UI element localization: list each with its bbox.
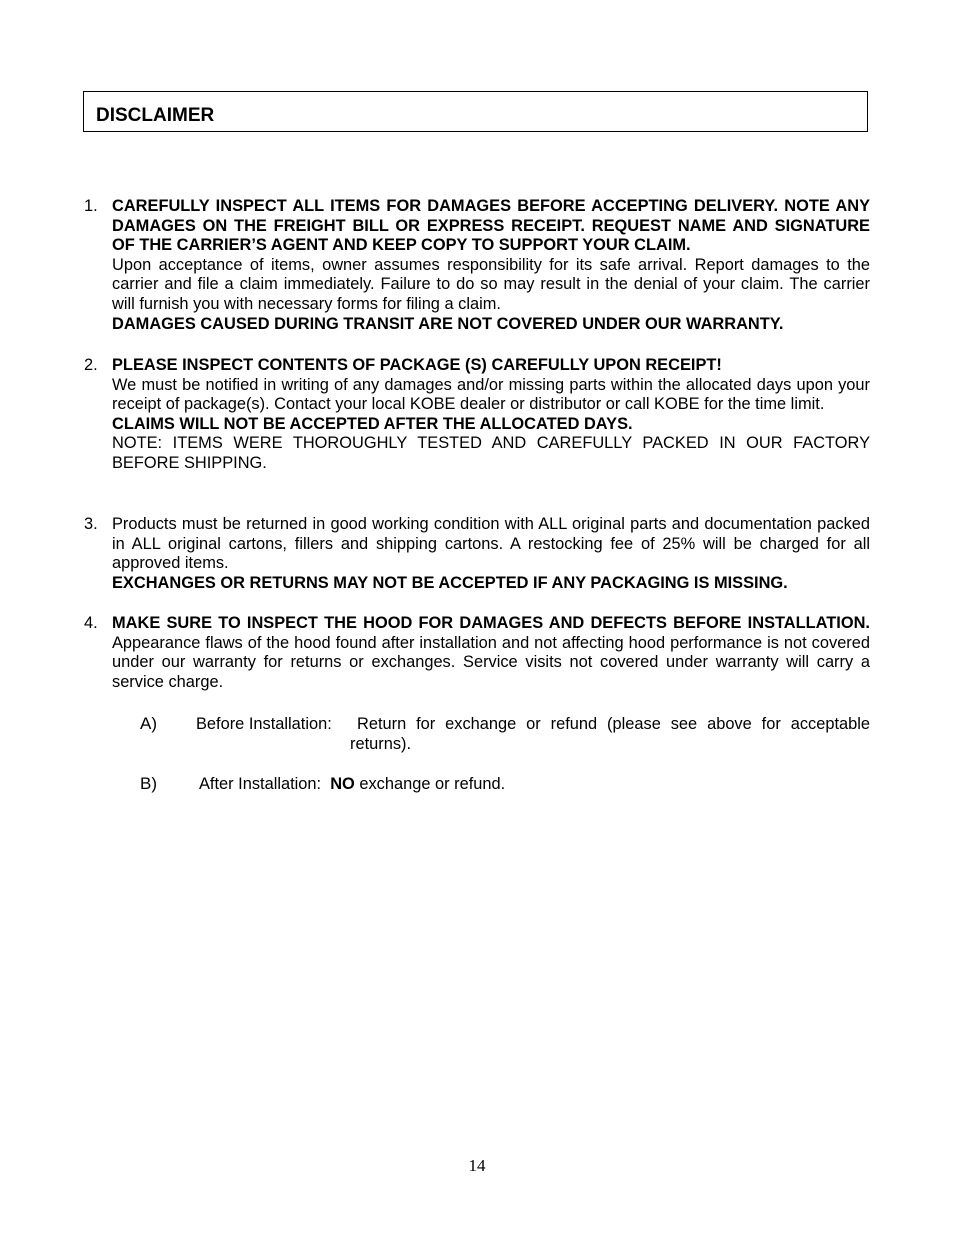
item-bold-lead: CAREFULLY INSPECT ALL ITEMS FOR DAMAGES BEFORE ACCEPTING DELIVERY. NOTE ANY DAMAGES ON THE FREIGHT BILL OR EXPRESS RECEIPT. REQUEST NAME AND SIGNATURE OF THE CARRIER’S AGENT AND KEEP COPY TO SUPPORT YOUR CLAIM.	[112, 197, 870, 255]
item-text: We must be notified in writing of any damages and/or missing parts within the allocated days upon your receipt of package(s). Contact your local KOBE dealer or distributor or call KOBE for the time limit.	[112, 375, 870, 414]
sub-item-label: After Installation:	[199, 775, 322, 793]
page-number: 14	[468, 1156, 486, 1175]
list-item-4	[84, 614, 870, 692]
sub-item-label: Before Installation:	[196, 715, 332, 733]
page-title: DISCLAIMER	[96, 105, 215, 126]
item-bold-lead: MAKE SURE TO INSPECT THE HOOD FOR DAMAGES AND DEFECTS BEFORE INSTALLATION.	[112, 614, 870, 632]
sub-item-letter: A)	[140, 714, 157, 733]
list-item-2	[84, 356, 870, 474]
item-bold-tail: EXCHANGES OR RETURNS MAY NOT BE ACCEPTED IF ANY PACKAGING IS MISSING.	[112, 573, 788, 592]
item-bold-tail: CLAIMS WILL NOT BE ACCEPTED AFTER THE ALLOCATED DAYS.	[112, 414, 633, 433]
disclaimer-header-box	[83, 91, 868, 132]
item-text: Upon acceptance of items, owner assumes responsibility for its safe arrival. Report damages to the carrier and file a claim immediately. Failure to do so may result in the denial of your claim. The carrier will furnish you with necessary forms for filing a claim.	[112, 255, 870, 313]
list-item-1	[84, 197, 870, 334]
sub-item-letter: B)	[140, 774, 157, 793]
sub-item-text: exchange or refund.	[354, 775, 506, 793]
item-text: Products must be returned in good working condition with ALL original parts and documentation packed in ALL original cartons, fillers and shipping cartons. A restocking fee of 25% will be charged for all approved items.	[112, 515, 870, 573]
list-item-number: 2.	[84, 356, 98, 374]
list-item-3	[84, 515, 870, 593]
list-item-number: 3.	[84, 515, 98, 533]
item-note: NOTE: ITEMS WERE THOROUGHLY TESTED AND CAREFULLY PACKED IN OUR FACTORY BEFORE SHIPPING.	[112, 434, 870, 472]
item-bold-tail: DAMAGES CAUSED DURING TRANSIT ARE NOT COVERED UNDER OUR WARRANTY.	[112, 314, 784, 333]
sub-item-text-line	[199, 775, 505, 795]
list-item-number: 1.	[84, 197, 98, 215]
sub-item-text: Return for exchange or refund (please see above for acceptable	[357, 715, 870, 733]
item-bold-lead: PLEASE INSPECT CONTENTS OF PACKAGE (S) CAREFULLY UPON RECEIPT!	[112, 356, 722, 374]
sub-item-bold: NO	[330, 775, 355, 793]
item-text: Appearance flaws of the hood found after installation and not affecting hood performance is not covered under our warranty for returns or exchanges. Service visits not covered under warranty will carry a service charge.	[112, 633, 870, 691]
list-item-number: 4.	[84, 614, 98, 632]
sub-item-text-continued: returns).	[350, 735, 412, 753]
